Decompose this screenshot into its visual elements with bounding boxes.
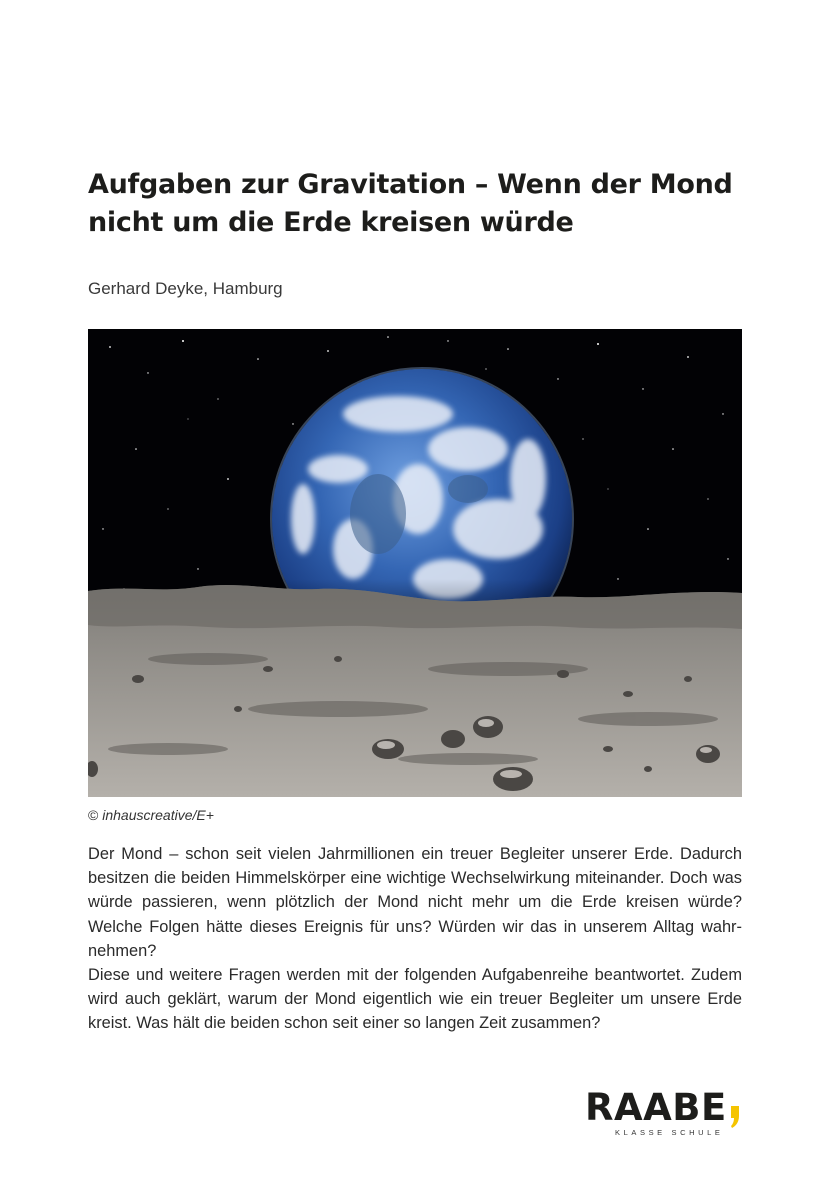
image-credit [88, 806, 214, 824]
author-line: Gerhard Deyke, Hamburg [88, 279, 283, 298]
moon-surface [88, 585, 742, 797]
intro-paragraph-1: Der Mond – schon seit vielen Jahrmillionen ein treuer Begleiter unserer Erde. Dadurch besitzen die beiden Himmelskörper eine wichtige Wechselwirkung miteinander. Doch was würde passieren, wenn plötzlich der Mond nicht mehr um die Erde kreisen würde? Welche Folgen hätte dieses Ereignis für uns? Würden wir das in unserem Alltag wahrnehmen? [88, 845, 742, 960]
logo-wordmark: RAABE [585, 1086, 727, 1129]
image-credit-name: inhauscreative/E+ [102, 807, 214, 823]
intro-paragraph-2: Diese und weitere Fragen werden mit der folgenden Aufgabenreihe beantwortet. Zudem wird auch geklärt, warum der Mond eigentlich wie ein treuer Begleiter um unsere Erde kreist. Was hält die beiden schon seit einer so langen Zeit zusammen? [88, 966, 742, 1033]
raabe-logo [585, 1088, 755, 1148]
cover-image-earth-over-moon [88, 329, 742, 797]
document-title: Aufgaben zur Gravitation – Wenn der Mond nicht um die Erde kreisen würde [88, 169, 733, 238]
copyright-symbol: © [88, 807, 99, 823]
logo-tagline: KLASSE SCHULE [615, 1128, 724, 1137]
logo-comma-icon [730, 1106, 740, 1128]
intro-text [88, 842, 742, 1036]
